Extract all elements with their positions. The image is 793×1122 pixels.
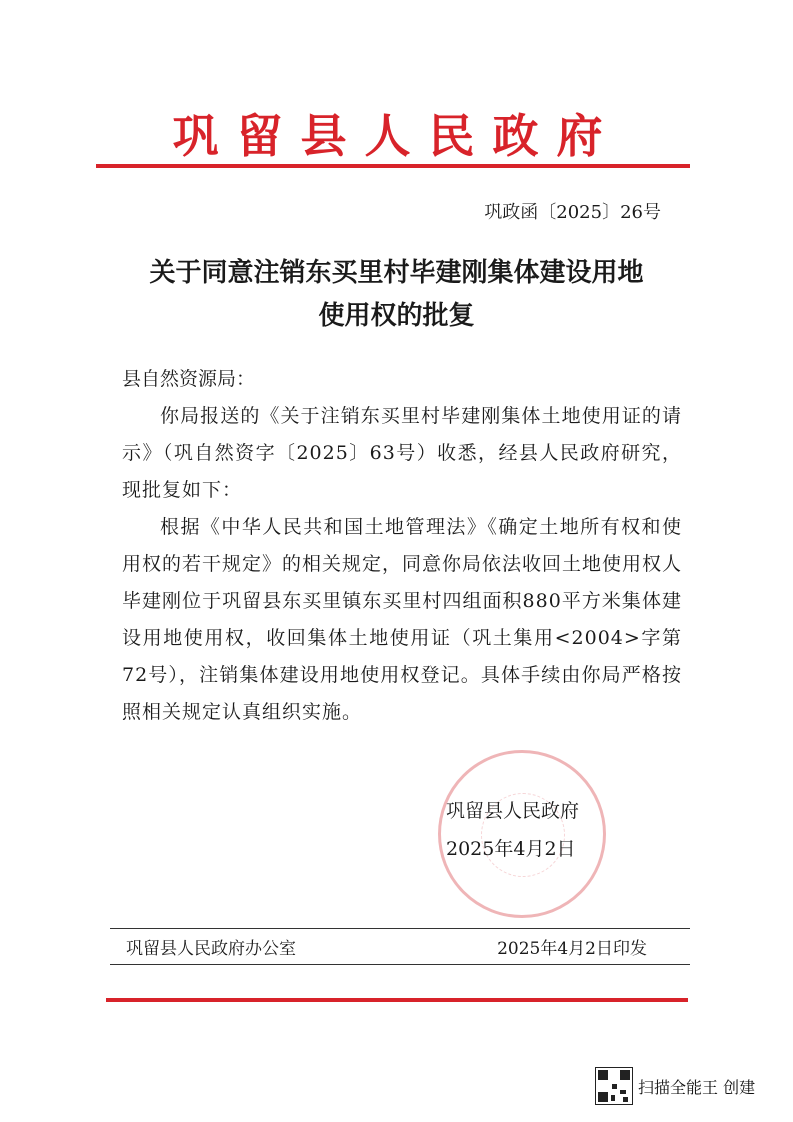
document-number: 巩政函〔2025〕26号: [484, 202, 661, 223]
qr-code-icon: [595, 1067, 633, 1105]
body-paragraph: 根据《中华人民共和国土地管理法》《确定土地所有权和使用权的若干规定》的相关规定，同意你局依法收回土地使用权人毕建刚位于巩留县东买里镇东买里村四组面积880平方米集体建设用地使用权，收回集体土地使用证（巩土集用<2004>字第72号），注销集体建设用地使用权登记。具体手续由你局严格按照相关规定认真组织实施。: [122, 516, 683, 723]
signature-date: 2025年4月2日: [446, 838, 576, 860]
document-body: [122, 398, 682, 731]
footer-mid-rule: [110, 964, 690, 965]
document-title-line1: 关于同意注销东买里村毕建刚集体建设用地: [149, 258, 644, 288]
letterhead-divider: [96, 164, 690, 168]
footer-red-rule: [106, 998, 688, 1002]
body-paragraph: 你局报送的《关于注销东买里村毕建刚集体土地使用证的请示》（巩自然资字〔2025〕63号）收悉，经县人民政府研究，现批复如下：: [122, 405, 682, 501]
footer-issued-date: 2025年4月2日印发: [497, 939, 647, 959]
footer-top-rule: [110, 928, 690, 929]
footer-issuer: 巩留县人民政府办公室: [126, 939, 296, 959]
letterhead-title: 巩留县人民政府: [172, 109, 621, 163]
addressee: 县自然资源局：: [122, 368, 256, 390]
scanner-brand-label: 扫描全能王 创建: [638, 1078, 756, 1097]
document-title-line2: 使用权的批复: [318, 301, 475, 331]
signature-organization: 巩留县人民政府: [446, 800, 580, 822]
